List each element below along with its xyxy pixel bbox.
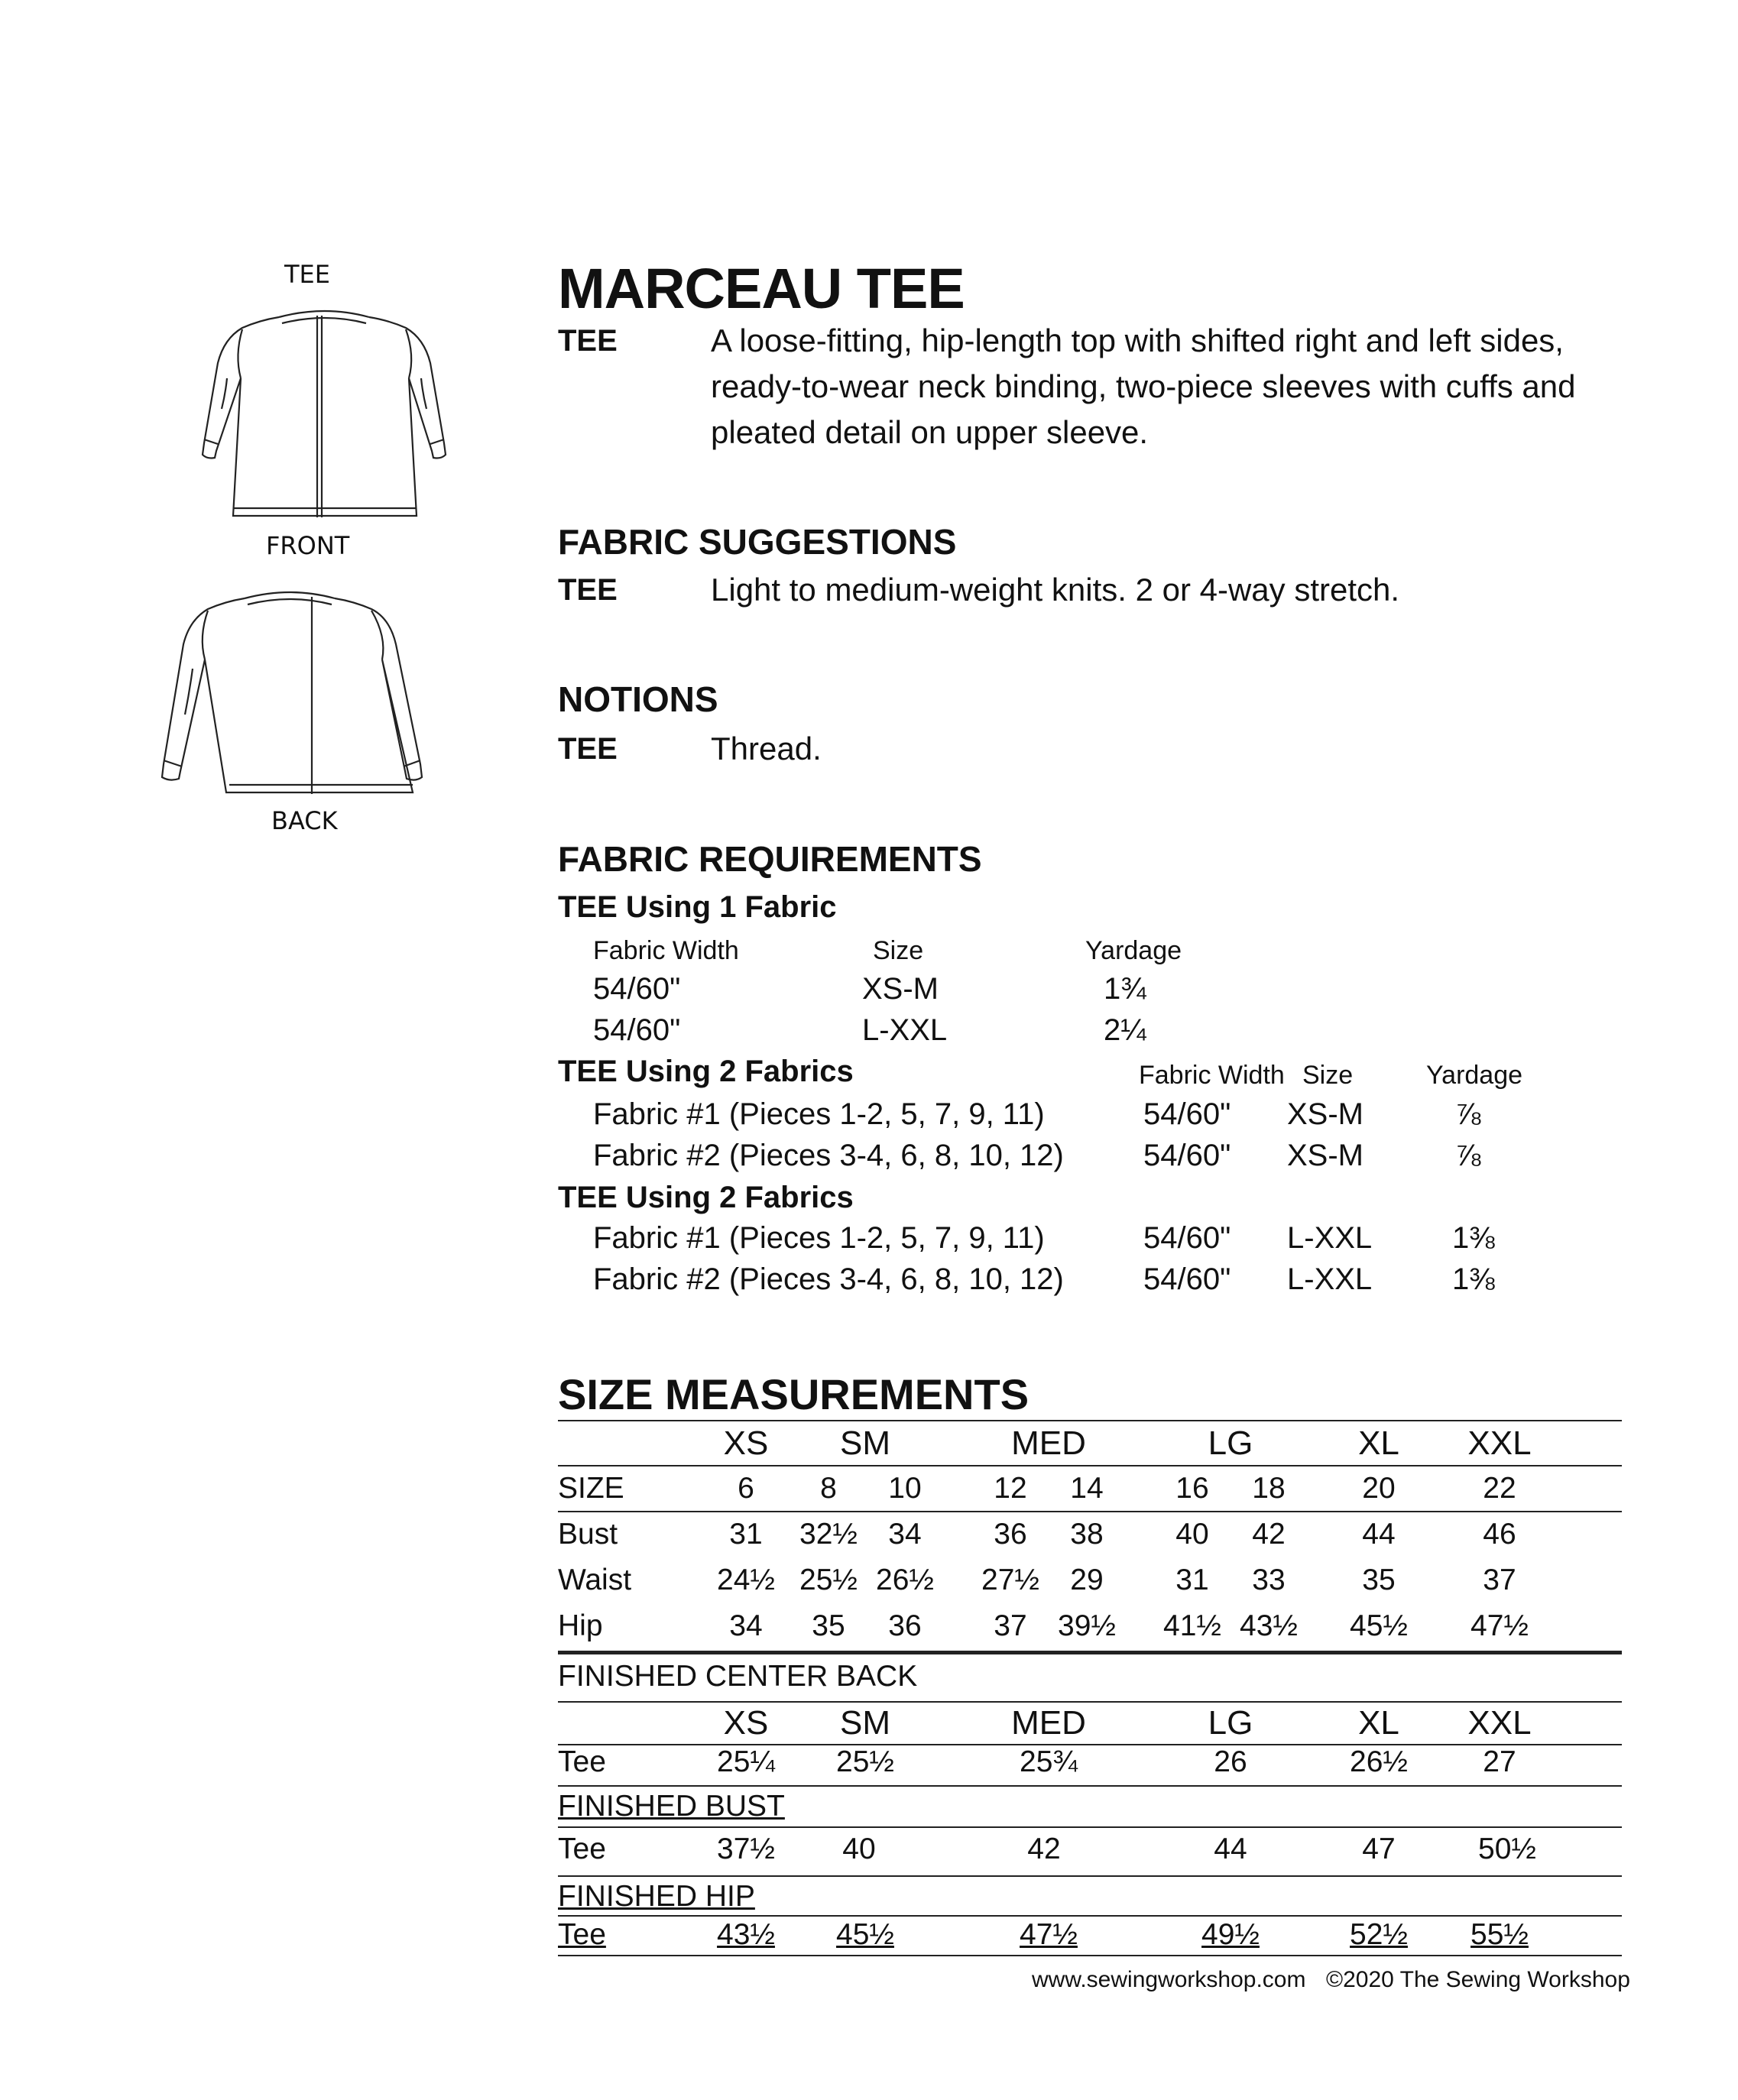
one-fabric-header-size: Size <box>873 936 924 965</box>
front-view-illustration <box>187 294 462 523</box>
two-fabrics-a-row-2-size: XS-M <box>1287 1139 1363 1172</box>
fabric-suggestions-heading: FABRIC SUGGESTIONS <box>558 522 957 562</box>
description-tag: TEE <box>558 324 618 358</box>
page-title: MARCEAU TEE <box>558 257 965 320</box>
two-fabrics-a-row-2-yardage: ⅞ <box>1455 1139 1481 1172</box>
two-fabrics-a-row-1-size: XS-M <box>1287 1097 1363 1131</box>
cb-size-group-xs: XS <box>723 1704 769 1742</box>
two-fabrics-header-width: Fabric Width <box>1139 1061 1285 1090</box>
back-label: BACK <box>271 806 338 835</box>
table-cell: 31 <box>729 1518 763 1551</box>
two-fabrics-b-row-1-size: L-XXL <box>1287 1221 1373 1255</box>
size-measurements-heading: SIZE MEASUREMENTS <box>558 1370 1030 1418</box>
table-cell: 22 <box>1483 1472 1516 1505</box>
two-fabrics-a-row-1-yardage: ⅞ <box>1455 1097 1481 1131</box>
table-cell: 31 <box>1175 1564 1209 1596</box>
cb-size-group-sm: SM <box>840 1704 890 1742</box>
table-cell: 37 <box>994 1609 1027 1642</box>
fabric-requirements-heading: FABRIC REQUIREMENTS <box>558 839 982 879</box>
row-bust-label: Bust <box>558 1518 618 1551</box>
table-cell: 45½ <box>836 1918 894 1951</box>
two-fabrics-a-row-1-width: 54/60" <box>1143 1097 1231 1131</box>
two-fabrics-a-title: TEE Using 2 Fabrics <box>558 1055 854 1088</box>
table-rule <box>558 1701 1622 1703</box>
two-fabrics-a-row-2-pieces: Fabric #2 (Pieces 3-4, 6, 8, 10, 12) <box>593 1139 1064 1172</box>
table-cell: 55½ <box>1470 1918 1529 1951</box>
table-cell: 40 <box>842 1833 876 1865</box>
table-cell: 52½ <box>1350 1918 1408 1951</box>
table-rule-thick <box>558 1651 1622 1654</box>
finished-bust-title: FINISHED BUST <box>558 1790 785 1823</box>
cb-row-label: Tee <box>558 1745 606 1778</box>
table-cell: 42 <box>1252 1518 1286 1551</box>
table-cell: 8 <box>820 1472 837 1505</box>
table-rule-top <box>558 1420 1622 1421</box>
description-line-3: pleated detail on upper sleeve. <box>711 414 1149 450</box>
table-rule <box>558 1915 1622 1917</box>
one-fabric-header-yardage: Yardage <box>1085 936 1182 965</box>
one-fabric-row-1-size: XS-M <box>862 972 939 1006</box>
table-cell: 25½ <box>836 1745 894 1778</box>
table-cell: 35 <box>812 1609 845 1642</box>
two-fabrics-a-row-2-width: 54/60" <box>1143 1139 1231 1172</box>
front-label: FRONT <box>266 531 350 560</box>
two-fabrics-b-row-2-yardage: 1⅜ <box>1452 1262 1495 1296</box>
two-fabrics-header-size: Size <box>1302 1061 1354 1090</box>
table-cell: 50½ <box>1478 1833 1536 1865</box>
table-cell: 39½ <box>1058 1609 1116 1642</box>
cb-size-group-lg: LG <box>1208 1704 1253 1742</box>
table-cell: 46 <box>1483 1518 1516 1551</box>
table-cell: 14 <box>1070 1472 1104 1505</box>
finished-center-back-title: FINISHED CENTER BACK <box>558 1660 918 1693</box>
table-cell: 34 <box>729 1609 763 1642</box>
hip-row-label: Tee <box>558 1918 606 1951</box>
two-fabrics-b-title: TEE Using 2 Fabrics <box>558 1181 854 1214</box>
two-fabrics-b-row-1-width: 54/60" <box>1143 1221 1231 1255</box>
table-cell: 43½ <box>717 1918 775 1951</box>
cb-size-group-med: MED <box>1011 1704 1086 1742</box>
two-fabrics-b-row-1-yardage: 1⅜ <box>1452 1221 1495 1255</box>
fabric-suggestions-tag: TEE <box>558 573 618 607</box>
table-cell: 47½ <box>1020 1918 1078 1951</box>
one-fabric-title: TEE Using 1 Fabric <box>558 890 837 924</box>
table-cell: 41½ <box>1163 1609 1221 1642</box>
table-cell: 37 <box>1483 1564 1516 1596</box>
size-group-lg: LG <box>1208 1424 1253 1462</box>
table-rule <box>558 1826 1622 1828</box>
table-rule <box>558 1511 1622 1512</box>
table-cell: 27 <box>1483 1745 1516 1778</box>
two-fabrics-b-row-1-pieces: Fabric #1 (Pieces 1-2, 5, 7, 9, 11) <box>593 1221 1045 1255</box>
one-fabric-header-width: Fabric Width <box>593 936 739 965</box>
size-group-xxl: XXL <box>1467 1424 1532 1462</box>
table-cell: 45½ <box>1350 1609 1408 1642</box>
notions-text: Thread. <box>711 731 822 766</box>
tee-label: TEE <box>284 260 330 289</box>
table-cell: 47 <box>1362 1833 1396 1865</box>
table-rule <box>558 1875 1622 1877</box>
table-cell: 25¼ <box>717 1745 775 1778</box>
table-cell: 26½ <box>876 1564 934 1596</box>
row-size-label: SIZE <box>558 1472 624 1505</box>
notions-tag: TEE <box>558 732 618 766</box>
fabric-suggestions-text: Light to medium-weight knits. 2 or 4-way stretch. <box>711 572 1400 608</box>
table-cell: 26 <box>1214 1745 1247 1778</box>
one-fabric-row-2-width: 54/60" <box>593 1013 681 1047</box>
one-fabric-row-1-yardage: 1¾ <box>1104 972 1146 1006</box>
cb-size-group-xxl: XXL <box>1467 1704 1532 1742</box>
table-cell: 49½ <box>1201 1918 1260 1951</box>
table-cell: 47½ <box>1470 1609 1529 1642</box>
notions-heading: NOTIONS <box>558 679 718 719</box>
table-cell: 29 <box>1070 1564 1104 1596</box>
cb-size-group-xl: XL <box>1358 1704 1399 1742</box>
table-cell: 16 <box>1175 1472 1209 1505</box>
table-rule <box>558 1785 1622 1787</box>
table-cell: 38 <box>1070 1518 1104 1551</box>
table-cell: 36 <box>994 1518 1027 1551</box>
table-cell: 37½ <box>717 1833 775 1865</box>
table-cell: 27½ <box>981 1564 1039 1596</box>
two-fabrics-header-yardage: Yardage <box>1426 1061 1523 1090</box>
table-cell: 25¾ <box>1020 1745 1078 1778</box>
finished-hip-title: FINISHED HIP <box>558 1880 755 1913</box>
table-cell: 34 <box>888 1518 922 1551</box>
table-cell: 33 <box>1252 1564 1286 1596</box>
table-cell: 10 <box>888 1472 922 1505</box>
table-cell: 20 <box>1362 1472 1396 1505</box>
two-fabrics-b-row-2-width: 54/60" <box>1143 1262 1231 1296</box>
size-group-xl: XL <box>1358 1424 1399 1462</box>
table-cell: 18 <box>1252 1472 1286 1505</box>
two-fabrics-b-row-2-size: L-XXL <box>1287 1262 1373 1296</box>
row-hip-label: Hip <box>558 1609 603 1642</box>
table-rule-header <box>558 1465 1622 1466</box>
one-fabric-row-2-yardage: 2¼ <box>1104 1013 1146 1047</box>
size-group-med: MED <box>1011 1424 1086 1462</box>
table-cell: 25½ <box>799 1564 858 1596</box>
table-cell: 44 <box>1362 1518 1396 1551</box>
description-line-1: A loose-fitting, hip-length top with shifted right and left sides, <box>711 322 1564 358</box>
table-cell: 43½ <box>1240 1609 1298 1642</box>
two-fabrics-a-row-1-pieces: Fabric #1 (Pieces 1-2, 5, 7, 9, 11) <box>593 1097 1045 1131</box>
table-cell: 24½ <box>717 1564 775 1596</box>
size-group-sm: SM <box>840 1424 890 1462</box>
back-view-illustration <box>153 577 428 799</box>
row-waist-label: Waist <box>558 1564 632 1596</box>
table-cell: 42 <box>1027 1833 1061 1865</box>
description-line-2: ready-to-wear neck binding, two-piece sleeves with cuffs and <box>711 368 1576 404</box>
table-cell: 6 <box>738 1472 754 1505</box>
table-cell: 44 <box>1214 1833 1247 1865</box>
one-fabric-row-2-size: L-XXL <box>862 1013 948 1047</box>
table-rule-bottom <box>558 1955 1622 1956</box>
table-cell: 36 <box>888 1609 922 1642</box>
table-cell: 40 <box>1175 1518 1209 1551</box>
one-fabric-row-1-width: 54/60" <box>593 972 681 1006</box>
two-fabrics-b-row-2-pieces: Fabric #2 (Pieces 3-4, 6, 8, 10, 12) <box>593 1262 1064 1296</box>
table-cell: 35 <box>1362 1564 1396 1596</box>
footer-url: www.sewingworkshop.com <box>1032 1967 1306 1992</box>
footer-copyright: ©2020 The Sewing Workshop <box>1326 1967 1630 1992</box>
size-group-xs: XS <box>723 1424 769 1462</box>
bust-row-label: Tee <box>558 1833 606 1865</box>
table-cell: 26½ <box>1350 1745 1408 1778</box>
table-cell: 12 <box>994 1472 1027 1505</box>
table-cell: 32½ <box>799 1518 858 1551</box>
